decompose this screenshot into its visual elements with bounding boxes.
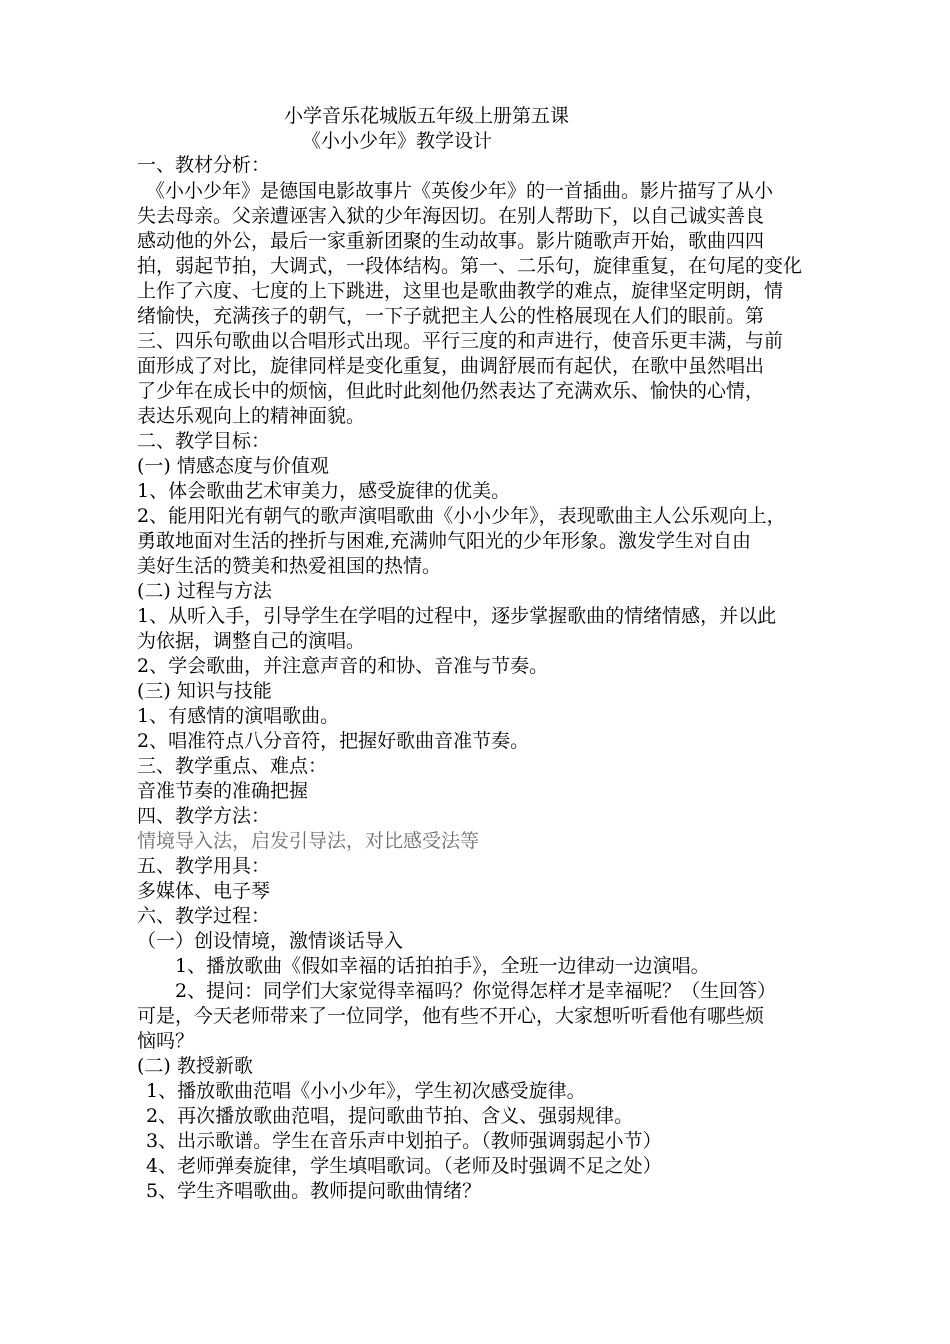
- subheading-k1: （一）创设情境，激情谈话导入: [137, 930, 404, 952]
- list-item: 1、有感情的演唱歌曲。: [137, 705, 340, 727]
- title-line-2: 《小小少年》教学设计: [302, 130, 493, 152]
- subheading-k2: (二) 教授新歌: [137, 1055, 253, 1077]
- list-item: 2、再次播放歌曲范唱，提问歌曲节拍、含义、强弱规律。: [146, 1105, 634, 1127]
- paragraph-line: 失去母亲。父亲遭诬害入狱的少年海因切。在别人帮助下，以自己诚实善良: [137, 205, 765, 227]
- heading-6: 六、教学过程：: [137, 905, 271, 927]
- heading-5: 五、教学用具：: [137, 855, 271, 877]
- list-item: 2、提问：同学们大家觉得幸福吗？你觉得怎样才是幸福呢？（生回答）: [175, 980, 777, 1002]
- list-item-cont: 美好生活的赞美和热爱祖国的热情。: [137, 555, 442, 577]
- list-item: 2、能用阳光有朝气的歌声演唱歌曲《小小少年》，表现歌曲主人公乐观向上，: [137, 505, 786, 527]
- title-line-1: 小学音乐花城版五年级上册第五课: [284, 105, 570, 127]
- heading-1: 一、教材分析：: [137, 154, 271, 176]
- paragraph-line: 上作了六度、七度的上下跳进，这里也是歌曲教学的难点，旋律坚定明朗，情: [137, 280, 784, 302]
- list-item: 1、体会歌曲艺术审美力，感受旋律的优美。: [137, 480, 511, 502]
- subheading-1: (一) 情感态度与价值观: [137, 455, 329, 477]
- list-item: 4、老师弹奏旋律，学生填唱歌词。（老师及时强调不足之处）: [146, 1155, 662, 1177]
- subheading-3: (三) 知识与技能: [137, 680, 272, 702]
- list-item-cont: 可是，今天老师带来了一位同学，他有些不开心，大家想听听看他有哪些烦: [137, 1005, 765, 1027]
- subheading-2: (二) 过程与方法: [137, 580, 272, 602]
- list-item: 3、出示歌谱。学生在音乐声中划拍子。（教师强调弱起小节）: [146, 1130, 662, 1152]
- list-item-cont: 勇敢地面对生活的挫折与困难,充满帅气阳光的少年形象。激发学生对自由: [137, 530, 752, 552]
- section-text: 多媒体、电子琴: [137, 880, 271, 902]
- section-text: 情境导入法，启发引导法，对比感受法等: [137, 830, 480, 852]
- list-item-cont: 为依据，调整自己的演唱。: [137, 630, 366, 652]
- paragraph-line: 绪愉快，充满孩子的朝气，一下子就把主人公的性格展现在人们的眼前。第: [137, 305, 765, 327]
- paragraph-line: 三、四乐句歌曲以合唱形式出现。平行三度的和声进行，使音乐更丰满，与前: [137, 330, 784, 352]
- paragraph-line: 拍，弱起节拍，大调式，一段体结构。第一、二乐句，旋律重复，在句尾的变化: [137, 255, 803, 277]
- heading-3: 三、教学重点、难点：: [137, 755, 328, 777]
- list-item: 2、学会歌曲，并注意声音的和协、音准与节奏。: [137, 655, 549, 677]
- list-item: 1、播放歌曲范唱《小小少年》，学生初次感受旋律。: [146, 1080, 586, 1102]
- paragraph-line: 表达乐观向上的精神面貌。: [137, 405, 366, 427]
- paragraph-line: 了少年在成长中的烦恼，但此时此刻他仍然表达了充满欢乐、愉快的心情，: [137, 380, 765, 402]
- list-item-cont: 恼吗？: [137, 1030, 195, 1052]
- paragraph-line: 《小小少年》是德国电影故事片《英俊少年》的一首插曲。影片描写了从小: [146, 180, 774, 202]
- list-item: 5、学生齐唱歌曲。教师提问歌曲情绪？: [146, 1180, 482, 1202]
- list-item: 1、从听入手，引导学生在学唱的过程中，逐步掌握歌曲的情绪情感，并以此: [137, 605, 777, 627]
- paragraph-line: 感动他的外公，最后一家重新团聚的生动故事。影片随歌声开始，歌曲四四: [137, 230, 765, 252]
- heading-2: 二、教学目标：: [137, 430, 271, 452]
- section-text: 音准节奏的准确把握: [137, 780, 309, 802]
- list-item: 2、唱准符点八分音符，把握好歌曲音准节奏。: [137, 730, 530, 752]
- heading-4: 四、教学方法：: [137, 805, 271, 827]
- paragraph-line: 面形成了对比，旋律同样是变化重复，曲调舒展而有起伏，在歌中虽然唱出: [137, 355, 765, 377]
- list-item: 1、播放歌曲《假如幸福的话拍拍手》，全班一边律动一边演唱。: [175, 955, 710, 977]
